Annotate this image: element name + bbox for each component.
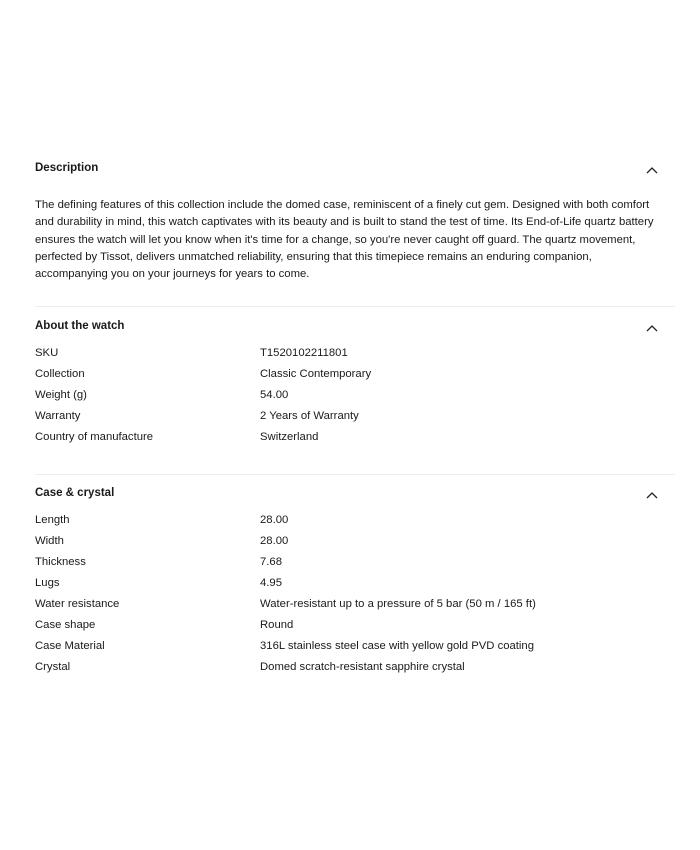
spec-list bbox=[35, 343, 675, 448]
spec-value: 316L stainless steel case with yellow gold PVD coating bbox=[260, 640, 534, 652]
spec-row bbox=[35, 531, 675, 552]
spec-row bbox=[35, 552, 675, 573]
spec-row bbox=[35, 573, 675, 594]
spec-label: Water resistance bbox=[35, 598, 120, 610]
spec-value: Classic Contemporary bbox=[260, 368, 372, 380]
spec-label: Width bbox=[35, 535, 64, 547]
about-section bbox=[35, 318, 675, 443]
spec-value: Domed scratch-resistant sapphire crystal bbox=[260, 661, 465, 673]
spec-value: 2 Years of Warranty bbox=[260, 410, 359, 422]
spec-row bbox=[35, 385, 675, 406]
spec-value: 7.68 bbox=[260, 556, 282, 568]
spec-row bbox=[35, 657, 675, 678]
spec-label: Weight (g) bbox=[35, 389, 87, 401]
section-title: About the watch bbox=[35, 320, 125, 332]
spec-list bbox=[35, 510, 675, 678]
spec-value: T1520102211801 bbox=[260, 347, 348, 359]
spec-row bbox=[35, 406, 675, 427]
chevron-up-icon[interactable] bbox=[645, 163, 659, 177]
spec-value: 28.00 bbox=[260, 535, 289, 547]
spec-label: Warranty bbox=[35, 410, 81, 422]
spec-value: Water-resistant up to a pressure of 5 bar (50 m / 165 ft) bbox=[260, 598, 536, 610]
spec-row bbox=[35, 427, 675, 448]
spec-value: 54.00 bbox=[260, 389, 289, 401]
spec-row bbox=[35, 636, 675, 657]
description-section bbox=[35, 160, 675, 281]
chevron-up-icon[interactable] bbox=[645, 488, 659, 502]
section-title: Description bbox=[35, 162, 99, 174]
spec-row bbox=[35, 510, 675, 531]
spec-label: Lugs bbox=[35, 577, 60, 589]
spec-row bbox=[35, 364, 675, 385]
divider bbox=[35, 306, 675, 307]
spec-label: Length bbox=[35, 514, 70, 526]
spec-label: Crystal bbox=[35, 661, 71, 673]
case-section bbox=[35, 485, 675, 673]
spec-row bbox=[35, 594, 675, 615]
about-header[interactable] bbox=[35, 318, 675, 338]
spec-value: Switzerland bbox=[260, 431, 319, 443]
spec-label: Case shape bbox=[35, 619, 96, 631]
spec-label: Country of manufacture bbox=[35, 431, 154, 443]
divider bbox=[35, 474, 675, 475]
spec-label: Thickness bbox=[35, 556, 86, 568]
spec-label: Collection bbox=[35, 368, 85, 380]
spec-row bbox=[35, 615, 675, 636]
chevron-up-icon[interactable] bbox=[645, 321, 659, 335]
section-title: Case & crystal bbox=[35, 487, 115, 499]
case-header[interactable] bbox=[35, 485, 675, 505]
spec-value: 4.95 bbox=[260, 577, 282, 589]
spec-row bbox=[35, 343, 675, 364]
spec-label: Case Material bbox=[35, 640, 105, 652]
description-text: The defining features of this collection include the domed case, reminiscent of a finely cut gem. Designed with both comfort and durability in mind, this watch captivates with its beauty and is built to stand the test of time. Its End-of-Life quartz battery ensures the watch will let you know when it's time for a change, so you're never caught off guard. The quartz movement, perfected by Tissot, delivers unmatched reliability, ensuring that this timepiece remains an enduring companion, accompanying you on your journeys for years to come. bbox=[35, 199, 654, 281]
spec-value: 28.00 bbox=[260, 514, 289, 526]
description-header[interactable] bbox=[35, 160, 675, 180]
spec-label: SKU bbox=[35, 347, 59, 359]
spec-value: Round bbox=[260, 619, 294, 631]
